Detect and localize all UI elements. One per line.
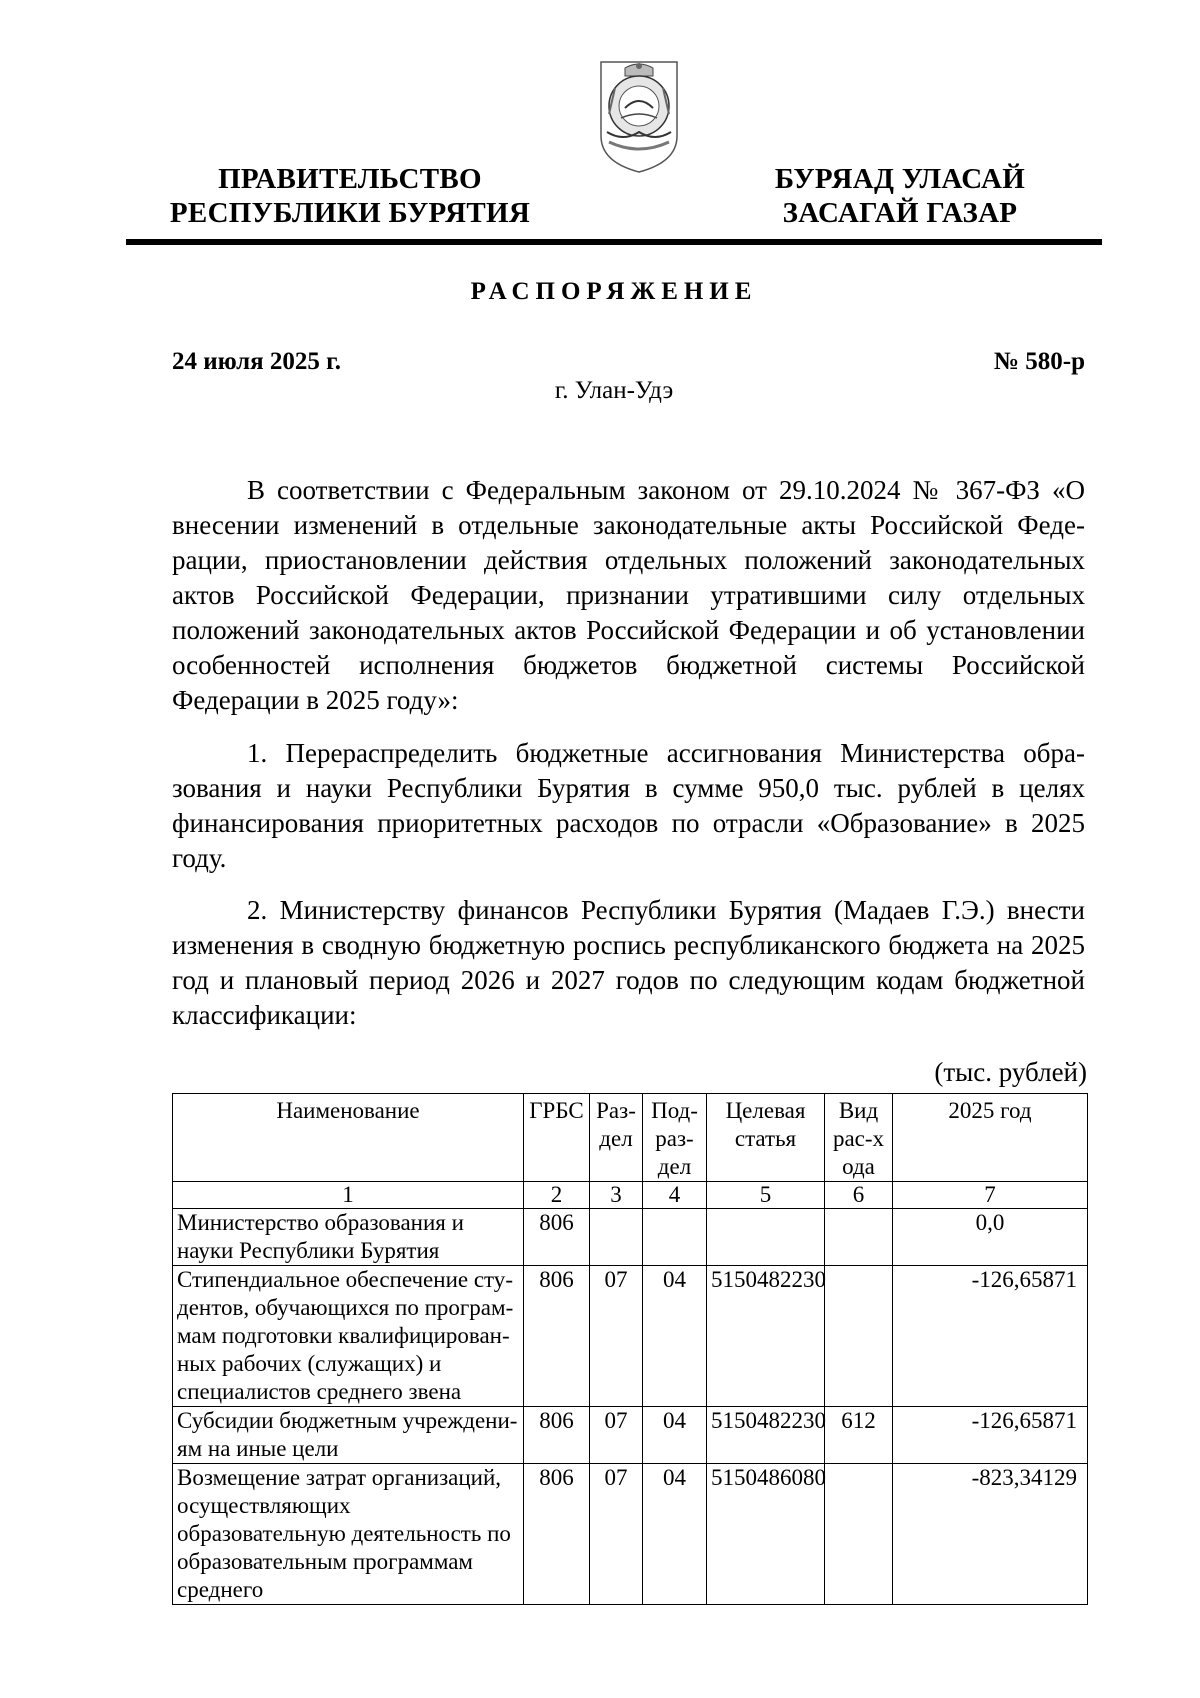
row-podrazdel: 04 <box>643 1464 707 1605</box>
government-name-line: БУРЯАД УЛАСАЙ <box>774 163 1026 195</box>
row-razdel: 07 <box>590 1407 643 1464</box>
government-name-russian <box>160 162 540 230</box>
row-amount: -126,65871 <box>893 1407 1088 1464</box>
column-header-name: Наименование <box>173 1094 524 1182</box>
row-razdel: 07 <box>590 1266 643 1407</box>
row-amount: 0,0 <box>893 1209 1088 1266</box>
coat-of-arms-icon <box>595 58 683 176</box>
column-number: 5 <box>707 1182 825 1209</box>
header-divider <box>126 239 1102 245</box>
intro-paragraph: В соответствии с Федеральным законом от 29.10.2024 № 367-ФЗ «О внесении изменений в отдельные законодательные акты Российской Федерации, приостановлении действия отдельных положений законодательных актов Российской Федерации, признании утратившими силу отдельных положений законодательных актов Российской Федерации и об установлении особенностей исполнения бюджетов бюджетной системы Российской Федерации в 2025 году»: <box>172 475 1085 715</box>
budget-table <box>172 1093 1088 1605</box>
row-grbs: 806 <box>524 1464 590 1605</box>
column-number: 4 <box>643 1182 707 1209</box>
row-podrazdel: 04 <box>643 1266 707 1407</box>
document-type-title: РАСПОРЯЖЕНИЕ <box>470 278 758 305</box>
column-number: 2 <box>524 1182 590 1209</box>
column-header-year: 2025 год <box>893 1094 1088 1182</box>
row-name: Субсидии бюджетным учреждениям на иные цели <box>173 1407 524 1464</box>
row-podrazdel <box>643 1209 707 1266</box>
government-name-line: ЗАСАГАЙ ГАЗАР <box>782 197 1018 229</box>
row-vid: 612 <box>825 1407 893 1464</box>
column-header-razdel <box>590 1094 643 1182</box>
item-2-paragraph: 2. Министерству финансов Республики Бурятия (Мадаев Г.Э.) внести изменения в сводную бюджетную роспись республиканского бюджета на 2025 год и плановый период 2026 и 2027 годов по следующим кодам бюджетной классификации: <box>172 895 1085 1030</box>
row-vid <box>825 1266 893 1407</box>
row-grbs: 806 <box>524 1266 590 1407</box>
table-header-row <box>173 1094 1088 1182</box>
column-number: 1 <box>173 1182 524 1209</box>
column-header-grbs: ГРБС <box>524 1094 590 1182</box>
table-units-label: (тыс. рублей) <box>934 1057 1087 1087</box>
column-number: 7 <box>893 1182 1088 1209</box>
document-number: № 580-р <box>993 348 1085 375</box>
table-row <box>173 1407 1088 1464</box>
column-header-statya-text: Целевая статья <box>725 1098 806 1151</box>
table-row <box>173 1464 1088 1605</box>
column-header-podrazdel-text: Под-раз-дел <box>651 1098 698 1179</box>
column-number-row <box>173 1182 1088 1209</box>
column-header-vid-text: Вид рас-хода <box>832 1098 885 1179</box>
row-vid <box>825 1464 893 1605</box>
row-amount: -823,34129 <box>893 1464 1088 1605</box>
document-date: 24 июля 2025 г. <box>172 348 341 375</box>
row-grbs: 806 <box>524 1407 590 1464</box>
column-header-vid <box>825 1094 893 1182</box>
column-number: 3 <box>590 1182 643 1209</box>
row-statya: 5150482230 <box>707 1266 825 1407</box>
government-name-buryat <box>740 162 1060 230</box>
government-name-line: ПРАВИТЕЛЬСТВО <box>218 163 482 195</box>
row-statya: 5150486080 <box>707 1464 825 1605</box>
item-1-paragraph: 1. Перераспределить бюджетные ассигнования Министерства образования и науки Республики Бурятия в сумме 950,0 тыс. рублей в целях финансирования приоритетных расходов по отрасли «Образование» в 2025 году. <box>172 738 1085 873</box>
document-city: г. Улан-Удэ <box>554 377 674 404</box>
row-razdel: 07 <box>590 1464 643 1605</box>
column-header-podrazdel <box>643 1094 707 1182</box>
column-header-razdel-text: Раз-дел <box>596 1098 636 1151</box>
row-name: Стипендиальное обеспечение студентов, обучающихся по программам подготовки квалифицированных рабочих (служащих) и специалистов среднего звена <box>173 1266 524 1407</box>
row-razdel <box>590 1209 643 1266</box>
row-statya: 5150482230 <box>707 1407 825 1464</box>
table-row <box>173 1266 1088 1407</box>
row-name: Возмещение затрат организаций, осуществляющих образовательную деятельность по образовательным программам среднего <box>173 1464 524 1605</box>
row-podrazdel: 04 <box>643 1407 707 1464</box>
column-number: 6 <box>825 1182 893 1209</box>
table-row <box>173 1209 1088 1266</box>
row-vid <box>825 1209 893 1266</box>
column-header-statya <box>707 1094 825 1182</box>
row-grbs: 806 <box>524 1209 590 1266</box>
row-name: Министерство образования и науки Республики Бурятия <box>173 1209 524 1266</box>
row-amount: -126,65871 <box>893 1266 1088 1407</box>
government-name-line: РЕСПУБЛИКИ БУРЯТИЯ <box>169 197 531 229</box>
row-statya <box>707 1209 825 1266</box>
